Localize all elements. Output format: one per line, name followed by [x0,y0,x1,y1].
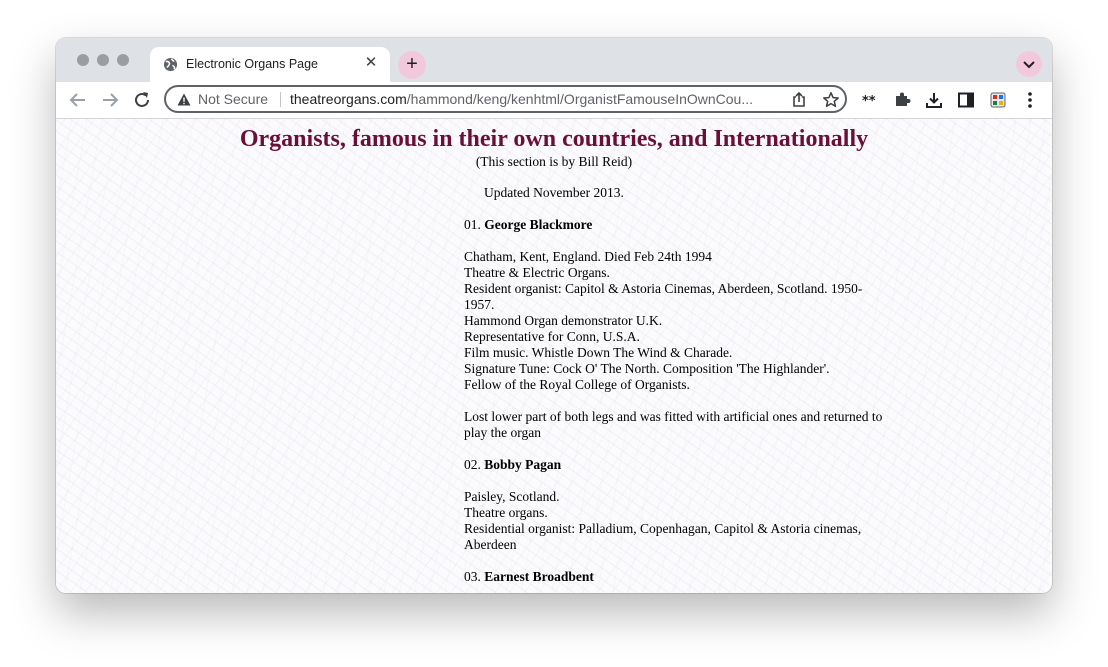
back-arrow-icon[interactable] [67,89,89,111]
entry-details [464,249,888,393]
organist-list [464,217,888,593]
detail-line: Hammond Organ demonstrator U.K. [464,313,663,328]
tab-title: Electronic Organs Page [186,57,319,71]
byline: (This section is by Bill Reid) [475,154,633,169]
kebab-menu-icon[interactable] [1020,90,1040,110]
browser-window [56,38,1052,593]
star-icon[interactable] [822,91,840,109]
plus-icon[interactable]: + [398,51,426,79]
page-title: Organists, famous in their own countries, and Internationally [239,126,869,152]
detail-line: Film music. Whistle Down The Wind & Charade. [464,345,733,360]
share-icon[interactable] [790,91,808,109]
entry-note: Lost lower part of both legs and was fitted with artificial ones and returned to play the organ [464,409,883,440]
organist-name: Bobby Pagan [484,457,562,472]
url-path: /hammond/keng/kenhtml/OrganistFamouseInOwnCou... [406,91,754,107]
entry-number: 01. [464,217,481,232]
entry-heading [464,569,888,585]
detail-line: Paisley, Scotland. [464,489,560,504]
detail-line: Residential organist: Palladium, Copenhagan, Capitol & Astoria cinemas, Aberdeen [464,521,862,552]
colorful-extension-icon[interactable] [988,90,1008,110]
page-content [56,119,1052,593]
organist-name: Earnest Broadbent [484,569,594,584]
detail-line: Resident organist: Capitol & Astoria Cinemas, Aberdeen, Scotland. 1950-1957. [464,281,863,312]
detail-line: Theatre & Electric Organs. [464,265,610,280]
detail-line: Signature Tune: Cock O' The North. Composition 'The Highlander'. [464,361,830,376]
entry-heading [464,457,888,473]
zoom-window-button[interactable] [117,54,129,66]
security-label[interactable]: Not Secure [198,91,269,107]
updated-date: Updated November 2013. [484,185,624,200]
detail-line: Fellow of the Royal College of Organists. [464,377,690,392]
chevron-down-icon[interactable] [1016,51,1042,77]
forward-arrow-icon[interactable] [99,89,121,111]
reload-icon[interactable] [131,89,153,111]
svg-text:**: ** [862,94,876,109]
warning-triangle-icon[interactable] [177,93,191,106]
download-icon[interactable] [924,90,944,110]
minimize-window-button[interactable] [97,54,109,66]
detail-line: Chatham, Kent, England. Died Feb 24th 1994 [464,249,712,264]
url-host: theatreorgans.com [290,91,407,107]
tab-strip [56,38,1052,82]
close-window-button[interactable] [77,54,89,66]
entry-number: 02. [464,457,481,472]
puzzle-icon[interactable] [892,90,912,110]
side-panel-icon[interactable] [956,90,976,110]
browser-toolbar [56,82,1052,119]
organist-name: George Blackmore [484,217,593,232]
url-text[interactable] [290,91,778,107]
globe-icon [163,57,178,72]
tab-electronic-organs[interactable] [150,47,390,82]
detail-line: Theatre organs. [464,505,548,520]
omnibox-divider [280,92,281,107]
entry-details [464,489,888,553]
entry-number: 03. [464,569,481,584]
entry-heading [464,217,888,233]
detail-line: Representative for Conn, U.S.A. [464,329,640,344]
asterisks-extension-icon[interactable] [860,90,880,110]
close-icon[interactable]: ✕ [364,54,378,71]
address-bar[interactable] [164,85,847,113]
